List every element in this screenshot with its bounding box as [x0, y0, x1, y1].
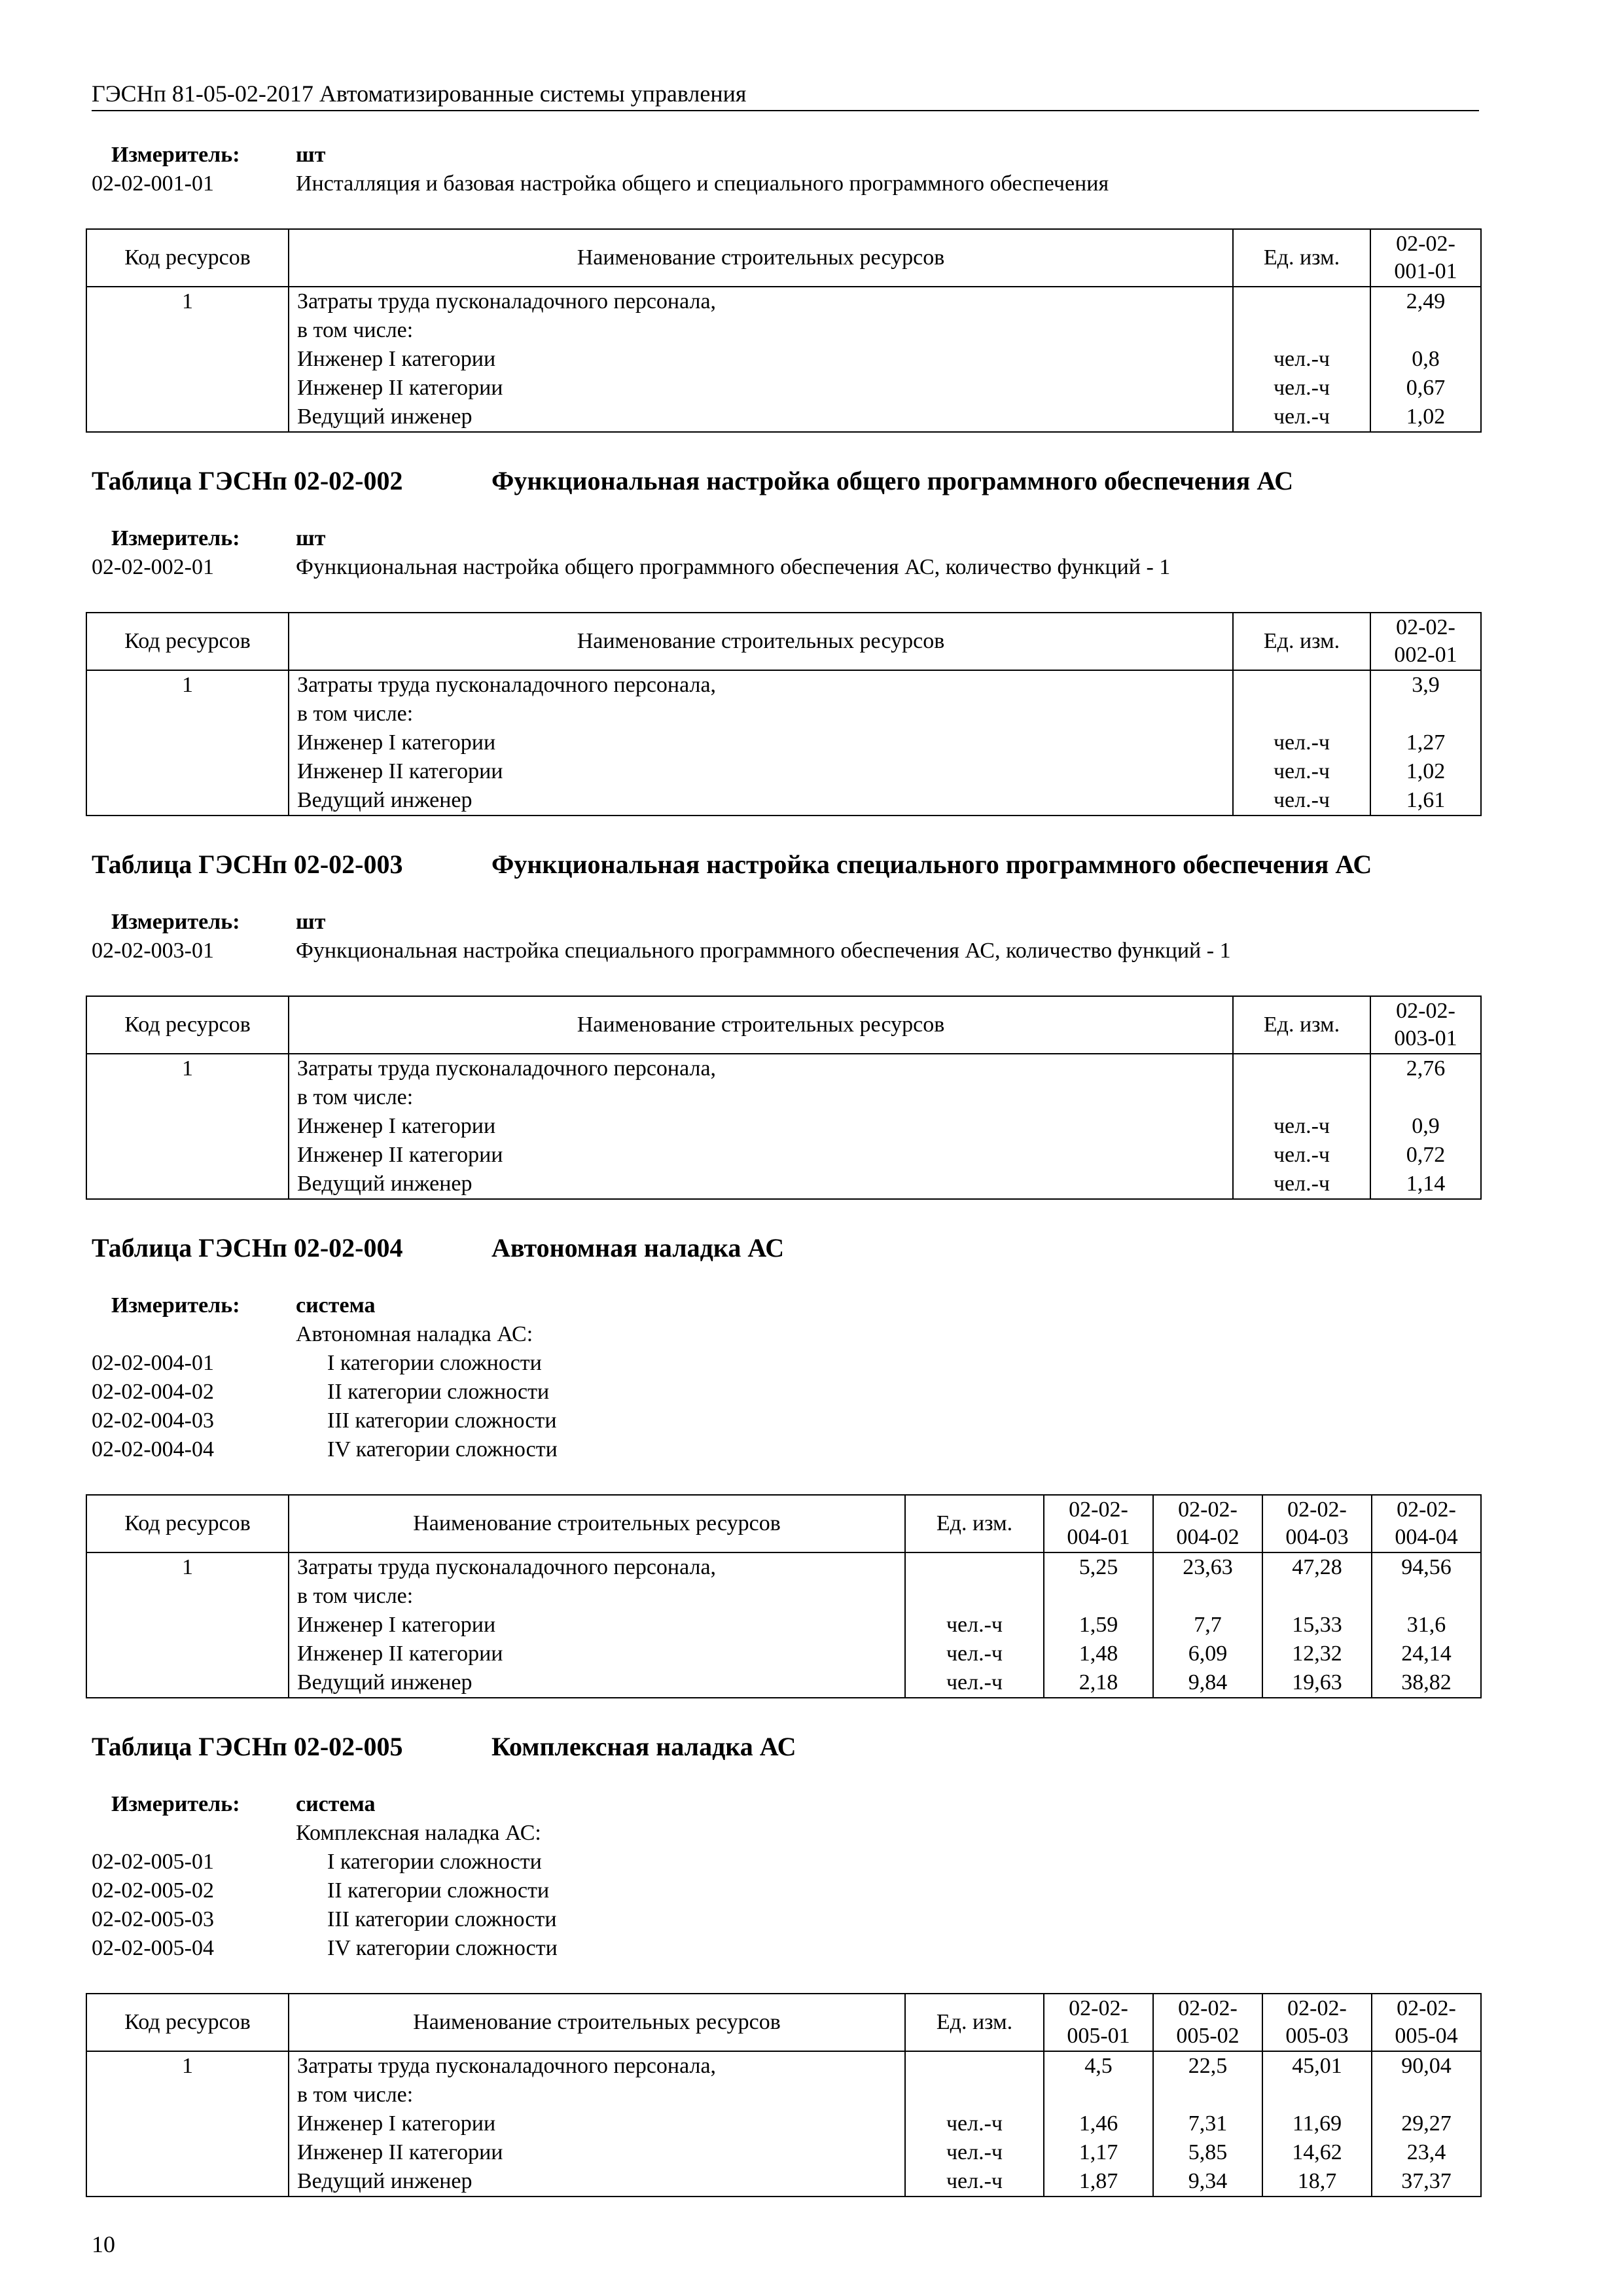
- item-text: II категории сложности: [327, 1878, 550, 1903]
- col-header-norm-code: 02-02- 004-04: [1372, 1495, 1481, 1552]
- resource-value: 23,4: [1372, 2138, 1481, 2167]
- col-header-norm-code: 02-02- 002-01: [1370, 613, 1481, 670]
- col-header-code: Код ресурсов: [86, 613, 289, 670]
- resource-value: [1372, 2081, 1481, 2109]
- table-row: [86, 2109, 1481, 2138]
- resource-code: 1: [86, 670, 289, 816]
- resource-value: 0,8: [1370, 345, 1481, 374]
- measure-block: [92, 141, 1480, 198]
- item-text: Функциональная настройка специального программного обеспечения АС, количество функций - 1: [296, 939, 1231, 963]
- measure-block: [92, 1790, 1480, 1963]
- col-header-code: Код ресурсов: [86, 996, 289, 1054]
- resource-unit: чел.-ч: [905, 1668, 1044, 1698]
- col-header-norm-code: 02-02- 005-04: [1372, 1994, 1481, 2051]
- measure-item: [92, 170, 1480, 198]
- resource-value: 47,28: [1262, 1552, 1372, 1582]
- resource-value: 4,5: [1044, 2051, 1153, 2081]
- measure-row: [92, 908, 1480, 937]
- resource-value: 7,7: [1153, 1611, 1262, 1640]
- resource-unit: чел.-ч: [905, 1611, 1044, 1640]
- resource-value: 1,14: [1370, 1170, 1481, 1199]
- item-code: 02-02-004-03: [92, 1408, 214, 1433]
- resource-name: в том числе:: [289, 2081, 905, 2109]
- resource-value: 12,32: [1262, 1640, 1372, 1668]
- resource-value: 2,49: [1370, 287, 1481, 316]
- item-text: I категории сложности: [327, 1850, 542, 1874]
- resource-value: 5,25: [1044, 1552, 1153, 1582]
- resource-value: 37,37: [1372, 2167, 1481, 2197]
- col-header-norm-code: 02-02- 004-01: [1044, 1495, 1153, 1552]
- resource-name: Затраты труда пусконаладочного персонала,: [289, 1054, 1233, 1083]
- table-row: [86, 1112, 1481, 1141]
- measure-intro-row: [92, 1320, 1480, 1349]
- measure-unit: шт: [296, 910, 326, 934]
- item-code: 02-02-002-01: [92, 555, 214, 579]
- resource-unit: [1233, 1054, 1370, 1083]
- col-header-norm-code: 02-02- 003-01: [1370, 996, 1481, 1054]
- resource-name: Инженер I категории: [289, 728, 1233, 757]
- resource-value: 0,9: [1370, 1112, 1481, 1141]
- measure-item: [92, 1876, 1480, 1905]
- measure-label: Измеритель:: [111, 910, 240, 934]
- resource-name: Инженер II категории: [289, 2138, 905, 2167]
- resource-unit: [1233, 670, 1370, 700]
- item-text: III категории сложности: [327, 1907, 557, 1931]
- table-row: [86, 1083, 1481, 1112]
- col-header-unit: Ед. изм.: [905, 1994, 1044, 2051]
- col-header-code: Код ресурсов: [86, 1495, 289, 1552]
- resource-value: [1153, 1582, 1262, 1611]
- resource-name: в том числе:: [289, 1582, 905, 1611]
- item-text: Функциональная настройка общего программного обеспечения АС, количество функций - 1: [296, 555, 1171, 579]
- document-body: [92, 141, 1480, 2197]
- col-header-name: Наименование строительных ресурсов: [289, 229, 1233, 287]
- col-header-code: Код ресурсов: [86, 1994, 289, 2051]
- resource-value: 2,18: [1044, 1668, 1153, 1698]
- table-row: [86, 728, 1481, 757]
- table-row: [86, 374, 1481, 403]
- table-label: Таблица ГЭСНп 02-02-002: [92, 466, 403, 495]
- resource-code: 1: [86, 2051, 289, 2197]
- col-header-norm-code: 02-02- 005-02: [1153, 1994, 1262, 2051]
- resource-unit: чел.-ч: [1233, 1141, 1370, 1170]
- norm-section: [92, 1729, 1480, 2197]
- measure-unit: система: [296, 1293, 376, 1318]
- measure-block: [92, 1291, 1480, 1464]
- resource-code: 1: [86, 1054, 289, 1199]
- header-row: [86, 996, 1481, 1054]
- resource-value: 1,46: [1044, 2109, 1153, 2138]
- resource-value: 19,63: [1262, 1668, 1372, 1698]
- resource-value: [1370, 1083, 1481, 1112]
- resource-name: Ведущий инженер: [289, 403, 1233, 432]
- norm-section: [92, 463, 1480, 816]
- item-code: 02-02-003-01: [92, 939, 214, 963]
- measure-item: [92, 937, 1480, 965]
- table-label: Таблица ГЭСНп 02-02-005: [92, 1732, 403, 1761]
- resource-value: [1370, 316, 1481, 345]
- norm-section: [92, 1230, 1480, 1698]
- measure-item: [92, 1905, 1480, 1934]
- resource-name: Затраты труда пусконаладочного персонала,: [289, 2051, 905, 2081]
- measure-unit: система: [296, 1792, 376, 1816]
- col-header-unit: Ед. изм.: [1233, 996, 1370, 1054]
- table-title: Функциональная настройка общего программного обеспечения АС: [491, 466, 1294, 495]
- resource-unit: [905, 2081, 1044, 2109]
- resource-name: Инженер II категории: [289, 1141, 1233, 1170]
- resource-value: 0,67: [1370, 374, 1481, 403]
- resource-unit: чел.-ч: [905, 2109, 1044, 2138]
- table-row: [86, 345, 1481, 374]
- resource-value: [1372, 1582, 1481, 1611]
- resource-value: [1262, 2081, 1372, 2109]
- measure-label: Измеритель:: [111, 526, 240, 550]
- measure-unit: шт: [296, 526, 326, 550]
- resource-value: 1,17: [1044, 2138, 1153, 2167]
- resource-value: 0,72: [1370, 1141, 1481, 1170]
- col-header-name: Наименование строительных ресурсов: [289, 996, 1233, 1054]
- col-header-unit: Ед. изм.: [905, 1495, 1044, 1552]
- item-text: III категории сложности: [327, 1408, 557, 1433]
- section-title: [92, 1729, 1480, 1765]
- resource-value: 5,85: [1153, 2138, 1262, 2167]
- item-text: Инсталляция и базовая настройка общего и специального программного обеспечения: [296, 171, 1109, 196]
- resource-value: [1370, 700, 1481, 728]
- resource-unit: [1233, 316, 1370, 345]
- resource-name: Ведущий инженер: [289, 2167, 905, 2197]
- resource-unit: чел.-ч: [1233, 1112, 1370, 1141]
- resource-name: в том числе:: [289, 700, 1233, 728]
- table-row: [86, 2051, 1481, 2081]
- resource-value: 1,61: [1370, 786, 1481, 816]
- resource-name: Затраты труда пусконаладочного персонала,: [289, 670, 1233, 700]
- resource-value: 9,84: [1153, 1668, 1262, 1698]
- resource-value: 15,33: [1262, 1611, 1372, 1640]
- resource-value: 11,69: [1262, 2109, 1372, 2138]
- section-title: [92, 847, 1480, 882]
- item-code: 02-02-001-01: [92, 171, 214, 196]
- resource-unit: [1233, 700, 1370, 728]
- resource-unit: чел.-ч: [905, 1640, 1044, 1668]
- table-row: [86, 1582, 1481, 1611]
- resource-name: Инженер I категории: [289, 1112, 1233, 1141]
- measure-label: Измеритель:: [111, 143, 240, 167]
- table-label: Таблица ГЭСНп 02-02-004: [92, 1233, 403, 1263]
- table-title: Комплексная наладка АС: [491, 1732, 796, 1761]
- item-code: 02-02-004-02: [92, 1380, 214, 1404]
- section-title: [92, 463, 1480, 499]
- table-row: [86, 2167, 1481, 2197]
- col-header-norm-code: 02-02- 004-02: [1153, 1495, 1262, 1552]
- table-row: [86, 2138, 1481, 2167]
- col-header-norm-code: 02-02- 005-03: [1262, 1994, 1372, 2051]
- col-header-code: Код ресурсов: [86, 229, 289, 287]
- resource-unit: [905, 2051, 1044, 2081]
- resource-value: 31,6: [1372, 1611, 1481, 1640]
- header-row: [86, 229, 1481, 287]
- resource-unit: чел.-ч: [1233, 1170, 1370, 1199]
- measure-row: [92, 141, 1480, 170]
- measure-item: [92, 1435, 1480, 1464]
- resource-value: [1044, 1582, 1153, 1611]
- header-row: [86, 613, 1481, 670]
- col-header-unit: Ед. изм.: [1233, 613, 1370, 670]
- table-row: [86, 1054, 1481, 1083]
- resource-code: 1: [86, 1552, 289, 1698]
- spacer: [92, 1320, 296, 1349]
- measure-block: [92, 908, 1480, 965]
- table-row: [86, 786, 1481, 816]
- measure-item: [92, 1349, 1480, 1378]
- resource-name: Ведущий инженер: [289, 786, 1233, 816]
- table-row: [86, 1141, 1481, 1170]
- measure-intro: Комплексная наладка АС:: [296, 1821, 541, 1845]
- table-title: Автономная наладка АС: [491, 1233, 785, 1263]
- item-code: 02-02-005-01: [92, 1850, 214, 1874]
- resource-name: Инженер II категории: [289, 374, 1233, 403]
- item-code: 02-02-004-01: [92, 1351, 214, 1375]
- resource-value: 6,09: [1153, 1640, 1262, 1668]
- table-label: Таблица ГЭСНп 02-02-003: [92, 850, 403, 879]
- resource-table: [86, 228, 1482, 433]
- resource-value: 9,34: [1153, 2167, 1262, 2197]
- measure-item: [92, 1934, 1480, 1963]
- resource-name: Затраты труда пусконаладочного персонала,: [289, 287, 1233, 316]
- resource-value: 1,02: [1370, 757, 1481, 786]
- col-header-unit: Ед. изм.: [1233, 229, 1370, 287]
- table-row: [86, 1552, 1481, 1582]
- table-row: [86, 1640, 1481, 1668]
- item-code: 02-02-005-03: [92, 1907, 214, 1931]
- measure-label: Измеритель:: [111, 1792, 240, 1816]
- resource-table: [86, 612, 1482, 816]
- resource-value: 18,7: [1262, 2167, 1372, 2197]
- resource-unit: чел.-ч: [905, 2138, 1044, 2167]
- resource-unit: чел.-ч: [1233, 757, 1370, 786]
- resource-value: 1,27: [1370, 728, 1481, 757]
- measure-row: [92, 1790, 1480, 1819]
- table-row: [86, 316, 1481, 345]
- measure-item: [92, 553, 1480, 582]
- item-text: II категории сложности: [327, 1380, 550, 1404]
- measure-unit: шт: [296, 143, 326, 167]
- resource-value: 24,14: [1372, 1640, 1481, 1668]
- measure-intro-row: [92, 1819, 1480, 1848]
- table-row: [86, 2081, 1481, 2109]
- table-row: [86, 670, 1481, 700]
- measure-label: Измеритель:: [111, 1293, 240, 1318]
- measure-item: [92, 1848, 1480, 1876]
- col-header-norm-code: 02-02- 005-01: [1044, 1994, 1153, 2051]
- running-header: ГЭСНп 81-05-02-2017 Автоматизированные системы управления: [92, 77, 1479, 111]
- resource-value: 23,63: [1153, 1552, 1262, 1582]
- table-row: [86, 1668, 1481, 1698]
- resource-value: 3,9: [1370, 670, 1481, 700]
- table-row: [86, 287, 1481, 316]
- item-code: 02-02-005-04: [92, 1936, 214, 1960]
- measure-row: [92, 524, 1480, 553]
- resource-value: [1153, 2081, 1262, 2109]
- header-row: [86, 1994, 1481, 2051]
- resource-unit: чел.-ч: [1233, 728, 1370, 757]
- resource-unit: [905, 1582, 1044, 1611]
- item-text: IV категории сложности: [327, 1437, 558, 1462]
- table-row: [86, 403, 1481, 432]
- table-row: [86, 1611, 1481, 1640]
- resource-unit: [1233, 287, 1370, 316]
- measure-block: [92, 524, 1480, 582]
- page-number: 10: [92, 2231, 115, 2257]
- item-text: IV категории сложности: [327, 1936, 558, 1960]
- item-code: 02-02-004-04: [92, 1437, 214, 1462]
- resource-name: Инженер I категории: [289, 1611, 905, 1640]
- resource-unit: чел.-ч: [905, 2167, 1044, 2197]
- resource-unit: [905, 1552, 1044, 1582]
- resource-value: 1,87: [1044, 2167, 1153, 2197]
- item-text: I категории сложности: [327, 1351, 542, 1375]
- measure-item: [92, 1407, 1480, 1435]
- resource-unit: [1233, 1083, 1370, 1112]
- resource-value: 45,01: [1262, 2051, 1372, 2081]
- norm-section: [92, 141, 1480, 433]
- resource-unit: чел.-ч: [1233, 403, 1370, 432]
- col-header-norm-code: 02-02- 001-01: [1370, 229, 1481, 287]
- resource-unit: чел.-ч: [1233, 345, 1370, 374]
- resource-name: Ведущий инженер: [289, 1170, 1233, 1199]
- table-title: Функциональная настройка специального программного обеспечения АС: [491, 850, 1372, 879]
- measure-item: [92, 1378, 1480, 1407]
- table-row: [86, 757, 1481, 786]
- resource-name: в том числе:: [289, 1083, 1233, 1112]
- resource-code: 1: [86, 287, 289, 432]
- spacer: [92, 1819, 296, 1848]
- resource-name: Ведущий инженер: [289, 1668, 905, 1698]
- resource-name: Инженер I категории: [289, 2109, 905, 2138]
- resource-name: Инженер I категории: [289, 345, 1233, 374]
- resource-value: [1262, 1582, 1372, 1611]
- resource-unit: чел.-ч: [1233, 374, 1370, 403]
- resource-unit: чел.-ч: [1233, 786, 1370, 816]
- col-header-norm-code: 02-02- 004-03: [1262, 1495, 1372, 1552]
- item-code: 02-02-005-02: [92, 1878, 214, 1903]
- resource-name: Инженер II категории: [289, 757, 1233, 786]
- resource-value: 1,48: [1044, 1640, 1153, 1668]
- col-header-name: Наименование строительных ресурсов: [289, 613, 1233, 670]
- resource-table: [86, 1494, 1482, 1698]
- resource-value: 1,59: [1044, 1611, 1153, 1640]
- resource-value: [1044, 2081, 1153, 2109]
- resource-value: 22,5: [1153, 2051, 1262, 2081]
- resource-value: 1,02: [1370, 403, 1481, 432]
- resource-name: Затраты труда пусконаладочного персонала,: [289, 1552, 905, 1582]
- measure-row: [92, 1291, 1480, 1320]
- header-row: [86, 1495, 1481, 1552]
- section-title: [92, 1230, 1480, 1266]
- resource-value: 90,04: [1372, 2051, 1481, 2081]
- resource-table: [86, 996, 1482, 1200]
- norm-section: [92, 847, 1480, 1200]
- col-header-name: Наименование строительных ресурсов: [289, 1495, 905, 1552]
- col-header-name: Наименование строительных ресурсов: [289, 1994, 905, 2051]
- resource-value: 38,82: [1372, 1668, 1481, 1698]
- resource-value: 2,76: [1370, 1054, 1481, 1083]
- resource-value: 14,62: [1262, 2138, 1372, 2167]
- table-row: [86, 1170, 1481, 1199]
- resource-value: 7,31: [1153, 2109, 1262, 2138]
- resource-value: 29,27: [1372, 2109, 1481, 2138]
- resource-value: 94,56: [1372, 1552, 1481, 1582]
- resource-name: в том числе:: [289, 316, 1233, 345]
- resource-name: Инженер II категории: [289, 1640, 905, 1668]
- resource-table: [86, 1993, 1482, 2197]
- table-row: [86, 700, 1481, 728]
- measure-intro: Автономная наладка АС:: [296, 1322, 533, 1346]
